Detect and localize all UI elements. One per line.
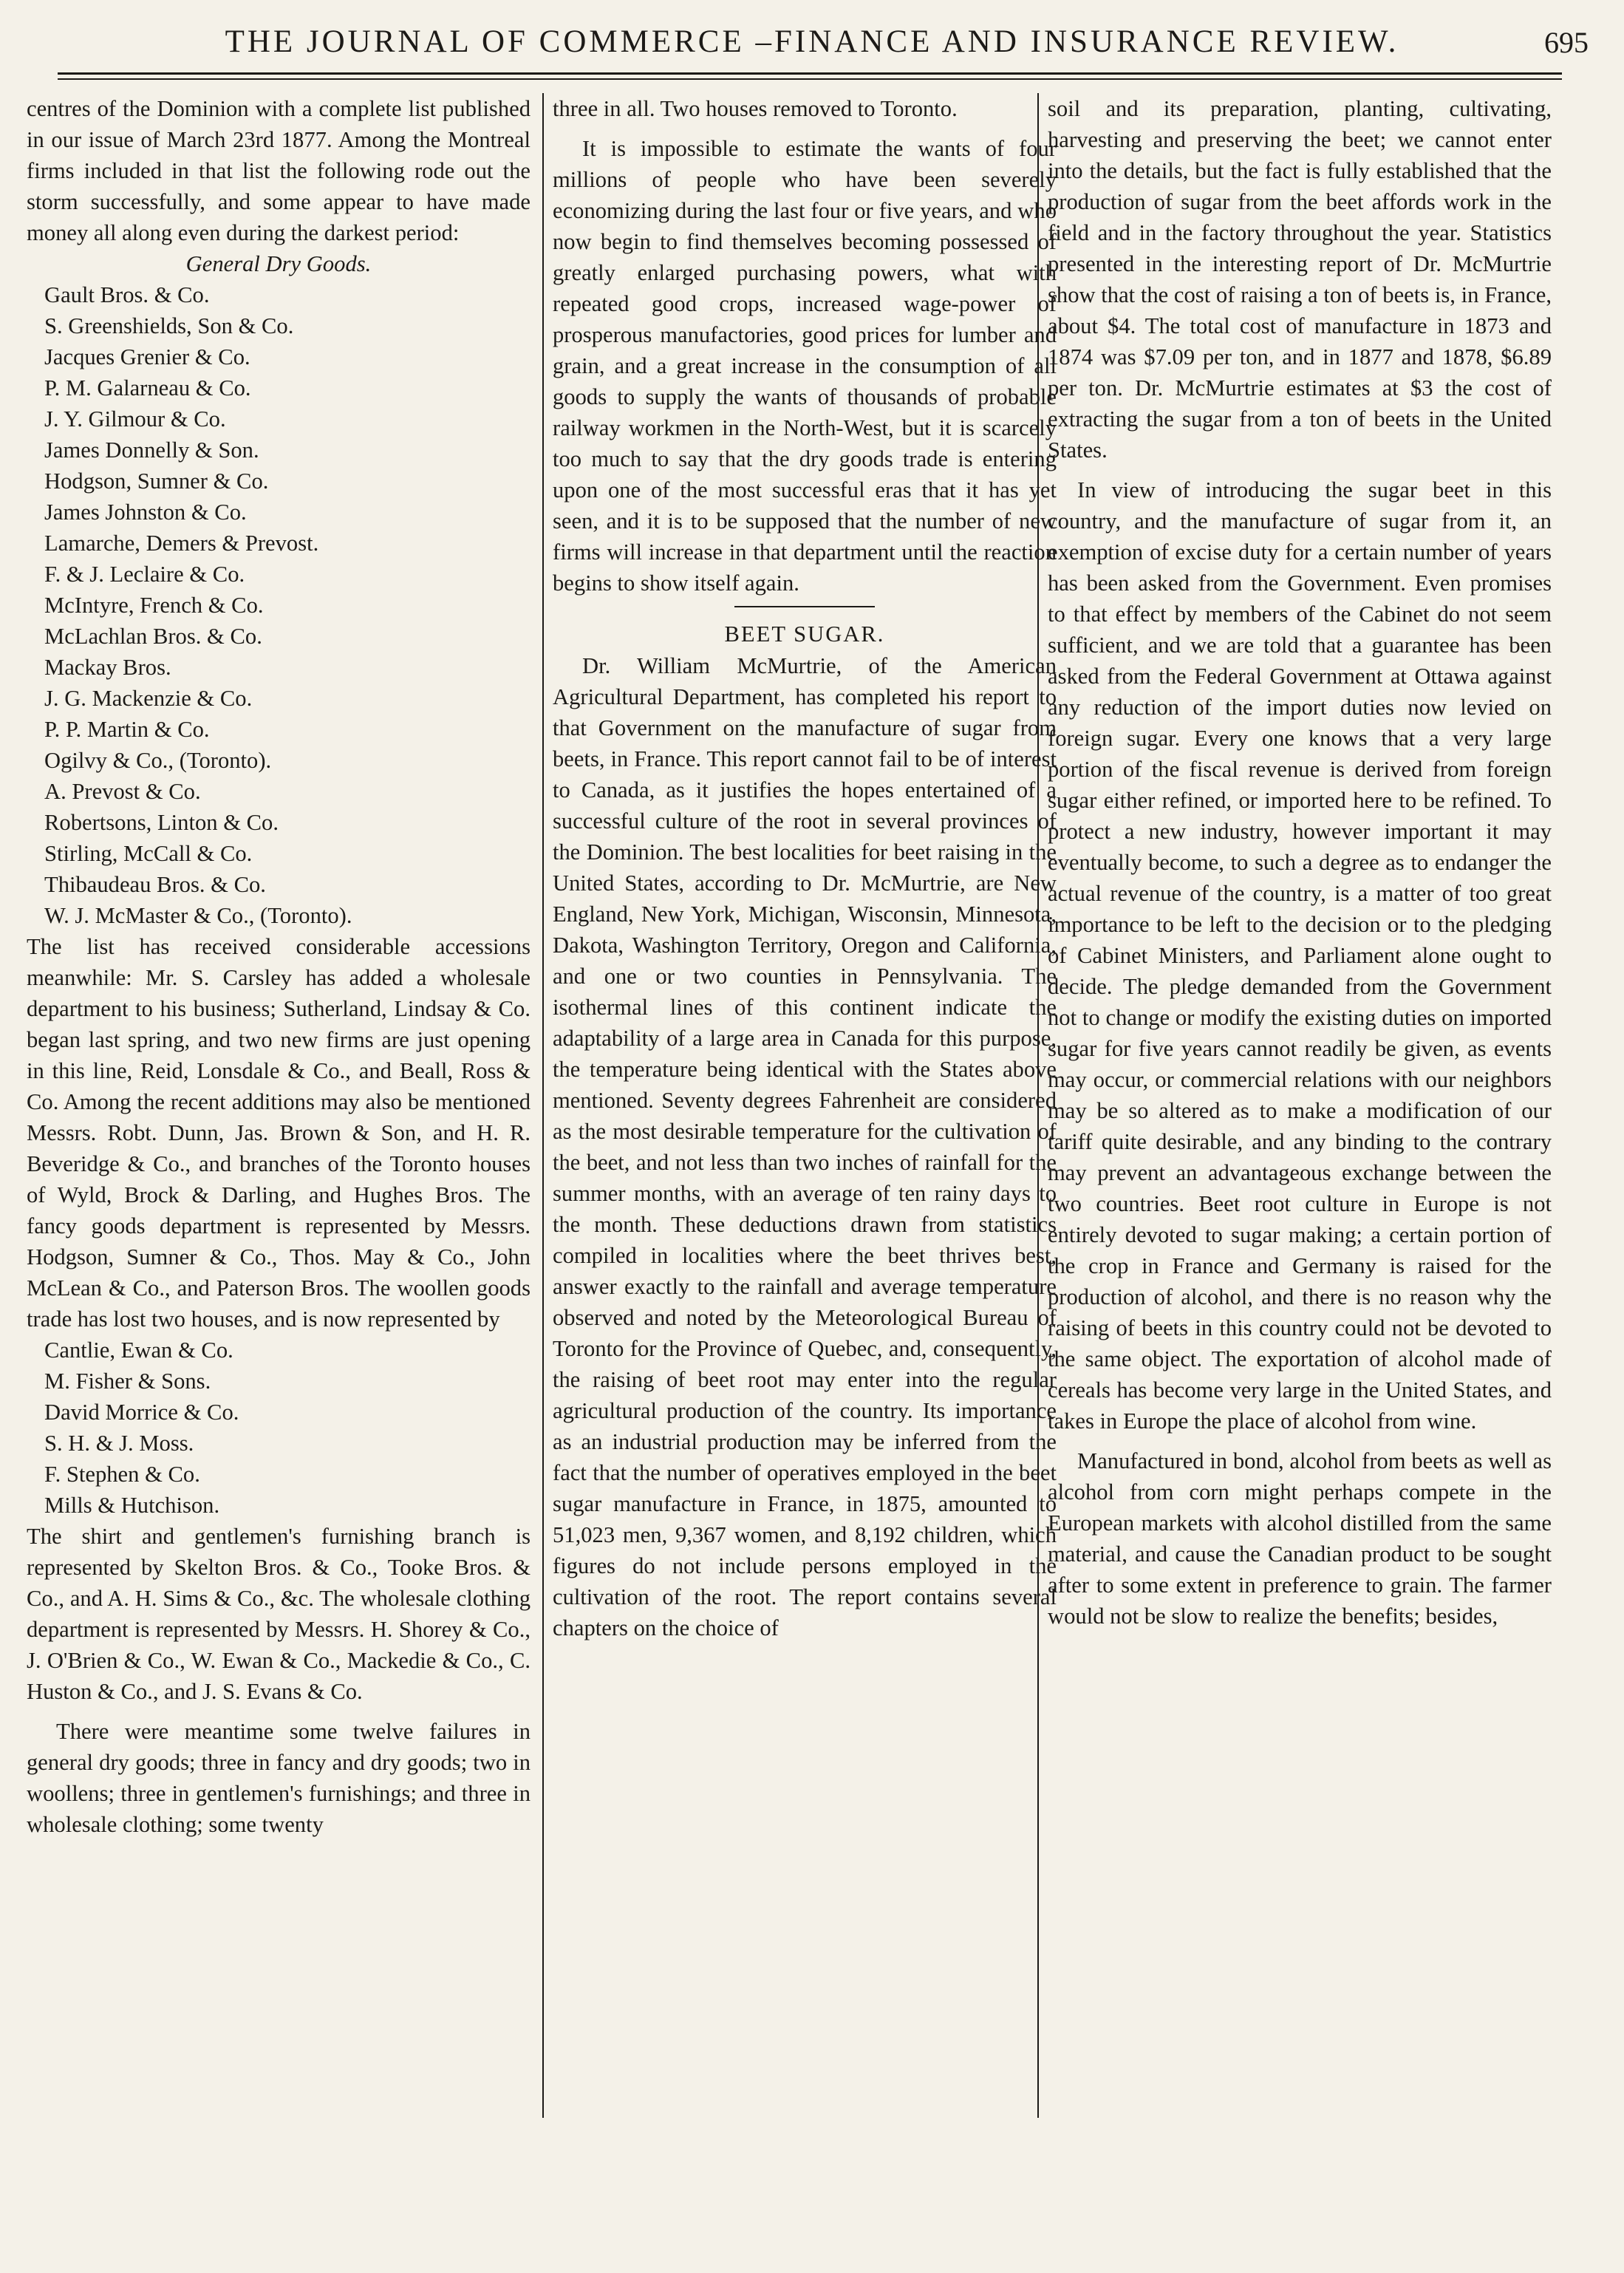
woollen-firm-list bbox=[27, 1335, 530, 1521]
list-item: James Donnelly & Son. bbox=[44, 437, 259, 463]
header-rule-bottom bbox=[58, 78, 1562, 80]
list-item: S. Greenshields, Son & Co. bbox=[44, 313, 294, 338]
page-number: 695 bbox=[1544, 26, 1589, 59]
list-item: Mackay Bros. bbox=[44, 655, 171, 680]
list-item: McIntyre, French & Co. bbox=[44, 593, 264, 618]
col3-continuation: soil and its preparation, planting, cultivating, harvesting and preserving the beet; we cannot enter into the details, but the fact is fully established that the production of sugar from the beet affords work in the field and in the factory throughout the year. Statistics presented in the interesting report of Dr. McMurtrie show that the cost of raising a ton of beets is, in France, about $4. The total cost of manufacture in 1873 and 1874 was $7.09 per ton, and in 1877 and 1878, $6.89 per ton. Dr. McMurtrie estimates at $3 the cost of extracting the sugar from a ton of beets in the United States. bbox=[1048, 96, 1552, 463]
list-item: Lamarche, Demers & Prevost. bbox=[44, 531, 319, 556]
list-item: Stirling, McCall & Co. bbox=[44, 841, 253, 866]
list-item: Cantlie, Ewan & Co. bbox=[44, 1337, 233, 1363]
column-3 bbox=[1048, 93, 1552, 2114]
list-item: P. M. Galarneau & Co. bbox=[44, 375, 251, 401]
list-item: Ogilvy & Co., (Toronto). bbox=[44, 748, 272, 773]
list-item: Hodgson, Sumner & Co. bbox=[44, 468, 269, 494]
beet-sugar-heading: BEET SUGAR. bbox=[724, 621, 885, 647]
list-item: P. P. Martin & Co. bbox=[44, 717, 210, 742]
column-1 bbox=[27, 93, 530, 2114]
list-item: J. G. Mackenzie & Co. bbox=[44, 686, 253, 711]
list-item: M. Fisher & Sons. bbox=[44, 1369, 211, 1394]
col1-para-accessions: The list has received considerable accessions meanwhile: Mr. S. Carsley has added a wholesale department to his business; Sutherland, Lindsay & Co. began last spring, and two new firms are just opening in this line, Reid, Lonsdale & Co., and Beall, Ross & Co. Among the recent additions may also be mentioned Messrs. Robt. Dunn, Jas. Brown & Son, and H. R. Beveridge & Co., and branches of the Toronto houses of Wyld, Brock & Darling, and Hughes Bros. The fancy goods department is represented by Messrs. Hodgson, Sumner & Co., Thos. May & Co., John McLean & Co., and Paterson Bros. The woollen goods trade has lost two houses, and is now represented by bbox=[27, 934, 530, 1332]
list-item: McLachlan Bros. & Co. bbox=[44, 624, 262, 649]
list-item: F. & J. Leclaire & Co. bbox=[44, 562, 245, 587]
col1-para-shirt: The shirt and gentlemen's furnishing branch is represented by Skelton Bros. & Co., Tooke Bros. & Co., and A. H. Sims & Co., &c. The wholesale clothing department is represented by Messrs. H. Shorey & Co., J. O'Brien & Co., W. Ewan & Co., Mackedie & Co., C. Huston & Co., and J. S. Evans & Co. bbox=[27, 1524, 530, 1704]
general-dry-goods-heading: General Dry Goods. bbox=[185, 251, 372, 276]
list-item: Robertsons, Linton & Co. bbox=[44, 810, 279, 835]
list-item: Jacques Grenier & Co. bbox=[44, 344, 250, 369]
col1-para-failures: There were meantime some twelve failures in general dry goods; three in fancy and dry goods; two in woollens; three in gentlemen's furnishings; and three in wholesale clothing; some twenty bbox=[27, 1719, 530, 1837]
list-item: S. H. & J. Moss. bbox=[44, 1431, 194, 1456]
list-item: Mills & Hutchison. bbox=[44, 1493, 220, 1518]
dry-goods-firm-list bbox=[27, 279, 530, 931]
list-item: A. Prevost & Co. bbox=[44, 779, 201, 804]
journal-title: THE JOURNAL OF COMMERCE –FINANCE AND INSURANCE REVIEW. bbox=[225, 24, 1399, 59]
list-item: J. Y. Gilmour & Co. bbox=[44, 406, 226, 432]
list-item: Gault Bros. & Co. bbox=[44, 282, 210, 307]
col2-para-beet: Dr. William McMurtrie, of the American Agricultural Department, has completed his report to that Government on the manufacture of sugar from beets, in France. This report cannot fail to be of interest to Canada, as it justifies the hopes entertained of a successful culture of the root in several provinces of the Dominion. The best localities for beet raising in the United States, according to Dr. McMurtrie, are New England, New York, Michigan, Wisconsin, Minnesota, Dakota, Washington Territory, Oregon and California, and one or two counties in Pennsylvania. The isothermal lines of this continent indicate the adaptability of a large area in Canada for this purpose, the temperature being identical with the States above mentioned. Seventy degrees Fahrenheit are considered as the most desirable temperature for the cultivation of the beet, and not less than two inches of rainfall for the summer months, with an average of ten rainy days to the month. These deductions drawn from statistics compiled in localities where the beet thrives best, answer exactly to the rainfall and average temperature observed and noted by the Meteorological Bureau of Toronto for the Province of Quebec, and, consequently, the raising of beet root may enter into the regular agricultural production of the country. Its importance as an industrial production may be inferred from the fact that the number of operatives employed in the beet sugar manufacture in France, in 1875, amounted to 51,023 men, 9,367 women, and 8,192 children, which figures do not include persons employed in the cultivation of the root. The report contains several chapters on the choice of bbox=[553, 653, 1057, 1640]
column-divider-1 bbox=[542, 93, 544, 2118]
list-item: David Morrice & Co. bbox=[44, 1400, 239, 1425]
col3-para-bond: Manufactured in bond, alcohol from beets as well as alcohol from corn might perhaps compete in the European markets with alcohol distilled from the same material, and cause the Canadian product to be sought after to some extent in preference to grain. The farmer would not be slow to realize the benefits; besides, bbox=[1048, 1448, 1552, 1629]
col2-para-wants: It is impossible to estimate the wants of four millions of people who have been severely economizing during the last four or five years, and who now begin to find themselves becoming possessed of greatly enlarged purchasing powers, what with repeated good crops, increased wage-power of prosperous manufactories, good prices for lumber and grain, and a great increase in the consumption of all goods to supply the wants of thousands of probable railway workmen in the North-West, but it is scarcely too much to say that the dry goods trade is entering upon one of the most successful eras that it has yet seen, and it is to be supposed that the number of new firms will increase in that department until the reaction begins to show itself again. bbox=[553, 136, 1057, 596]
section-divider bbox=[734, 606, 875, 607]
column-2 bbox=[553, 93, 1057, 2114]
col1-intro: centres of the Dominion with a complete list published in our issue of March 23rd 1877. Among the Montreal firms included in that list the following rode out the storm successfully, and some appear to have made money all along even during the darkest period: bbox=[27, 96, 530, 245]
col2-continuation: three in all. Two houses removed to Toronto. bbox=[553, 96, 958, 121]
list-item: F. Stephen & Co. bbox=[44, 1462, 200, 1487]
list-item: W. J. McMaster & Co., (Toronto). bbox=[44, 903, 352, 928]
col3-para-view: In view of introducing the sugar beet in this country, and the manufacture of sugar from it, an exemption of excise duty for a certain number of years has been asked from the Government. Even promises to that effect by members of the Cabinet do not seem sufficient, and we are told that a guarantee has been asked from the Federal Government at Ottawa against any reduction of the import duties now levied on foreign sugar. Every one knows that a very large portion of the fiscal revenue is derived from foreign sugar either refined, or imported here to be refined. To protect a new industry, however important it may eventually become, to such a degree as to endanger the actual revenue of the country, is a matter of too great importance to be left to the decision or to the pledging of Cabinet Ministers, and Parliament alone ought to decide. The pledge demanded from the Government not to change or modify the existing duties on imported sugar for five years cannot readily be given, as events may occur, or commercial relations with our neighbors may be so altered as to make a modification of our tariff quite desirable, and any binding to the contrary may prevent an advantageous exchange between the two countries. Beet root culture in Europe is not entirely devoted to sugar making; a certain portion of the crop in France and Germany is raised for the production of alcohol, and there is no reason why the raising of beets in this country could not be devoted to the same object. The exportation of alcohol made of cereals has become very large in the United States, and takes in Europe the place of alcohol from wine. bbox=[1048, 477, 1552, 1434]
header-rule-top bbox=[58, 72, 1562, 75]
list-item: James Johnston & Co. bbox=[44, 500, 247, 525]
page-header bbox=[0, 21, 1624, 65]
list-item: Thibaudeau Bros. & Co. bbox=[44, 872, 266, 897]
